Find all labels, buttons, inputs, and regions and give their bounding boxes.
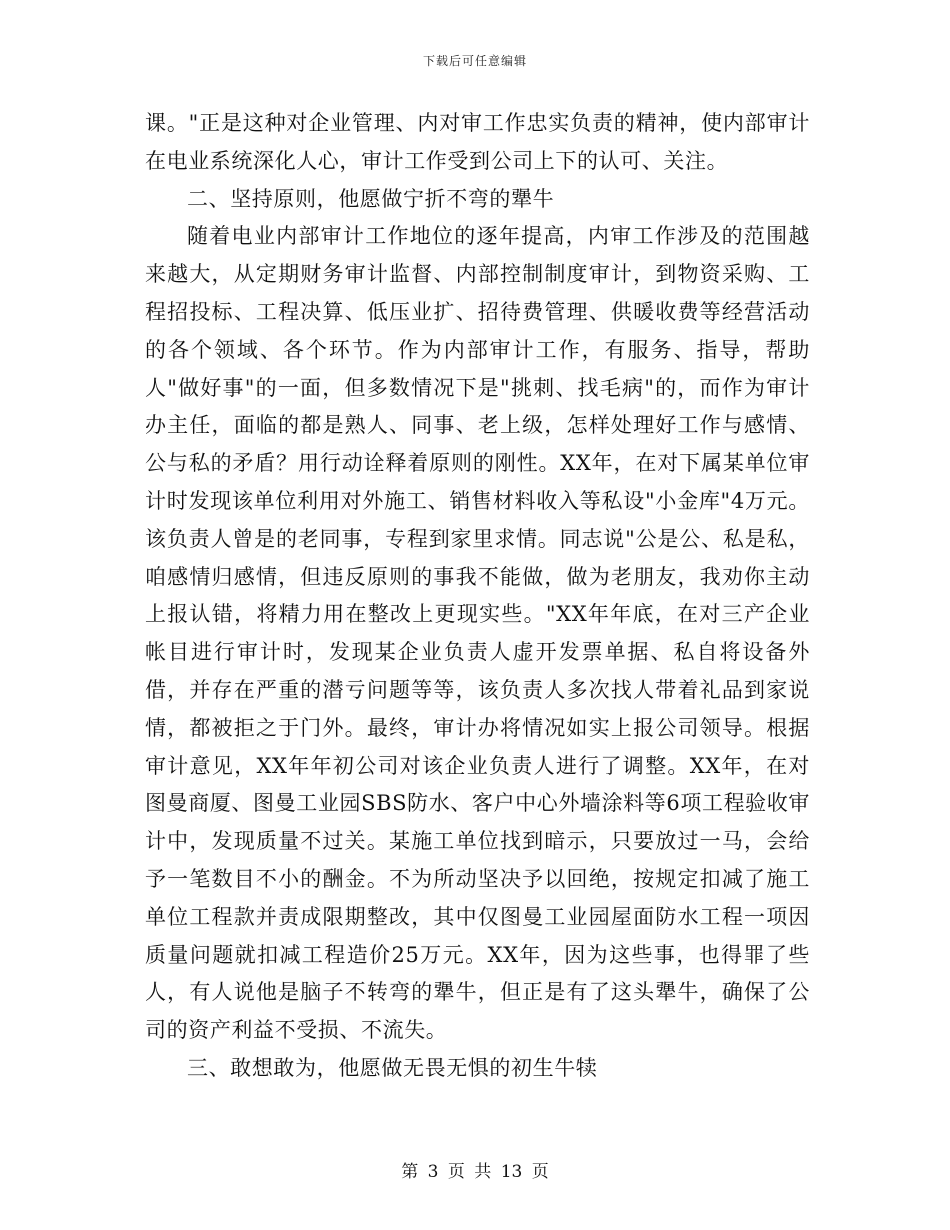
section-heading-2: 二、坚持原则，他愿做宁折不弯的犟牛 — [187, 186, 555, 211]
paragraph-body: 随着电业内部审计工作地位的逐年提高，内审工作涉及的范围越来越大，从定期财务审计监督、内部控制制度审计，到物资采购、工程招投标、工程决算、低压业扩、招待费管理、供暖收费等经营活动的各个领域、各个环节。作为内部审计工作，有服务、指导，帮助人"做好事"的一面，但多数情况下是"挑刺、找毛病"的，而作为审计办主任，面临的都是熟人、同事、老上级，怎样处理好工作与感情、公与私的矛盾？用行动诠释着原则的刚性。XX年，在对下属某单位审计时发现该单位利用对外施工、销售材料收入等私设"小金库"4万元。该负责人曾是的老同事，专程到家里求情。同志说"公是公、私是私，咱感情归感情，但违反原则的事我不能做，做为老朋友，我劝你主动上报认错，将精力用在整改上更现实些。"XX年年底，在对三产企业帐目进行审计时，发现某企业负责人虚开发票单据、私自将设备外借，并存在严重的潜亏问题等等，该负责人多次找人带着礼品到家说情，都被拒之于门外。最终，审计办将情况如实上报公司领导。根据审计意见，XX年年初公司对该企业负责人进行了调整。XX年，在对图曼商厦、图曼工业园SBS防水、客户中心外墙涂料等6项工程验收审计中，发现质量不过关。某施工单位找到暗示，只要放过一马，会给予一笔数目不小的酬金。不为所动坚决予以回绝，按规定扣减了施工单位工程款并责成限期整改，其中仅图曼工业园屋面防水工程一项因质量问题就扣减工程造价25万元。XX年，因为这些事，也得罪了些人，有人说他是脑子不转弯的犟牛，但正是有了这头犟牛，确保了公司的资产利益不受损、不流失。 — [145, 224, 810, 1043]
paragraph-continuation: 课。"正是这种对企业管理、内对审工作忠实负责的精神，使内部审计在电业系统深化人心，审计工作受到公司上下的认可、关注。 — [145, 111, 810, 173]
section-heading-3: 三、敢想敢为，他愿做无畏无惧的初生牛犊 — [187, 1055, 598, 1080]
document-body — [145, 105, 810, 1088]
page-number-footer: 第 3 页 共 13 页 — [401, 1162, 549, 1182]
page-header: 下载后可任意编辑 — [422, 54, 527, 68]
